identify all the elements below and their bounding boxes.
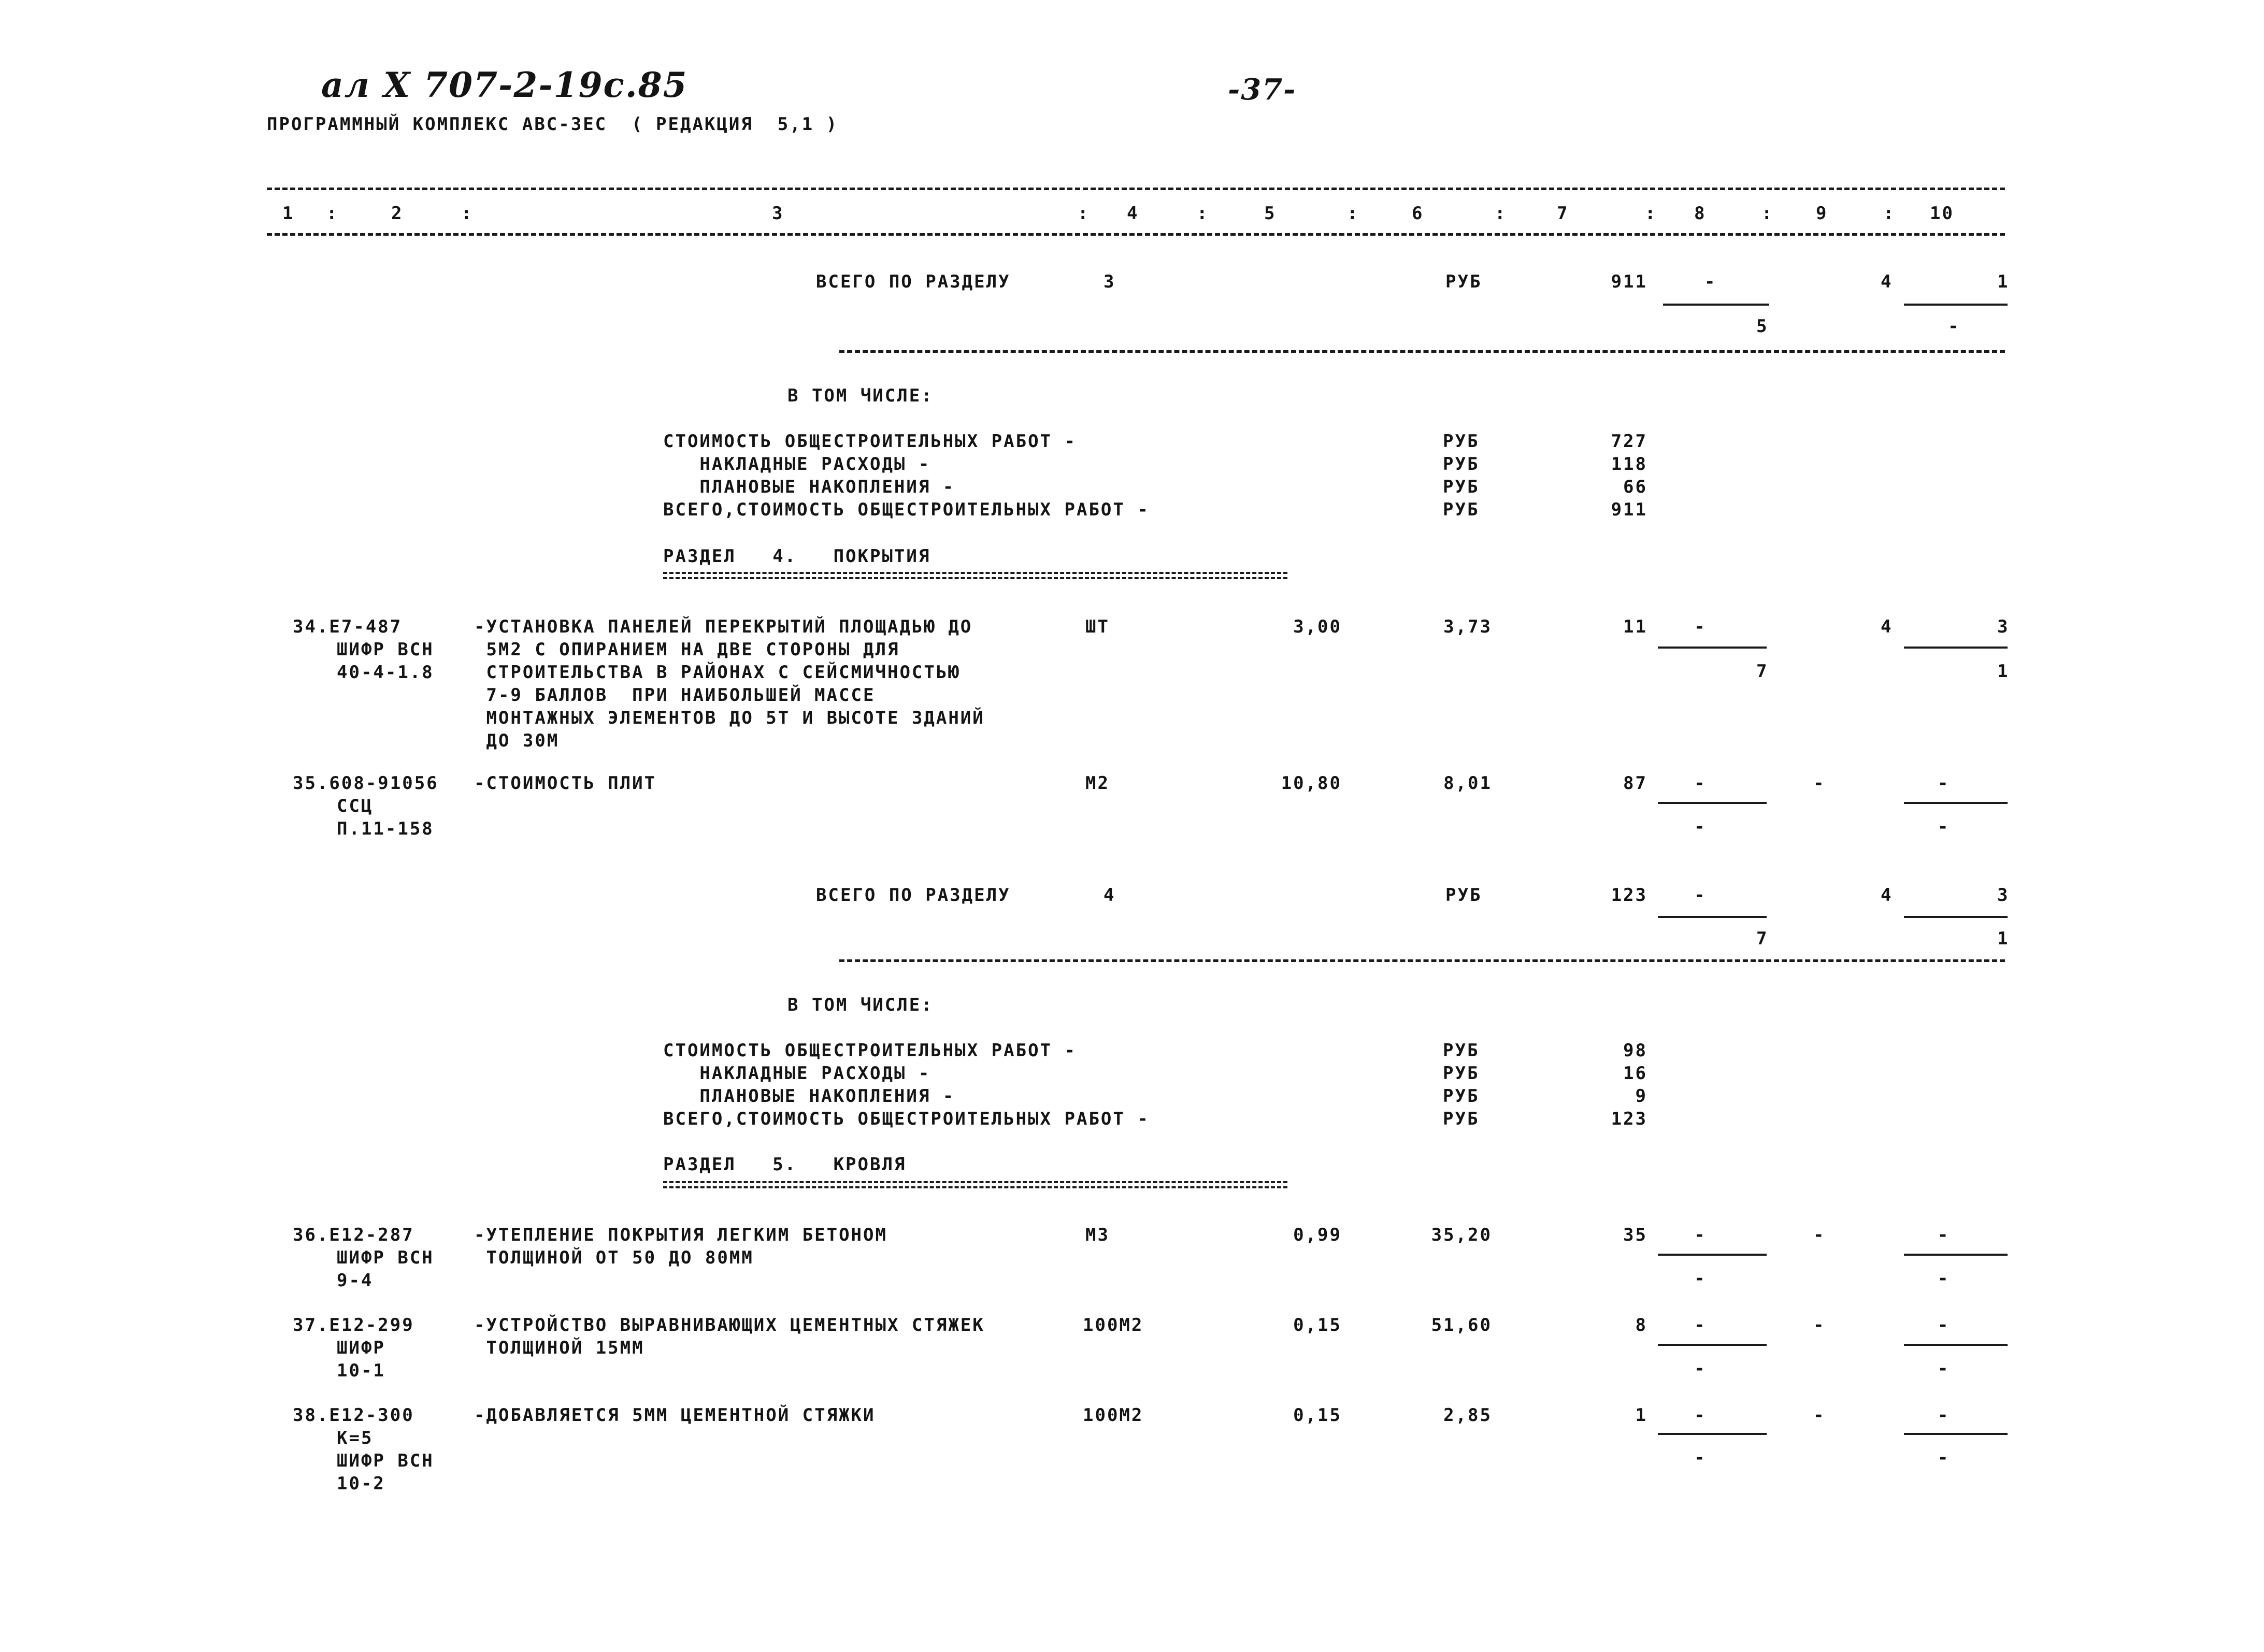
- item-col8-top: -: [1694, 773, 1707, 794]
- breakdown-title: В ТОМ ЧИСЛЕ:: [787, 385, 934, 406]
- breakdown-value: 16: [1623, 1063, 1647, 1084]
- col-sep: :: [1883, 203, 1896, 224]
- item-code: ШИФР ВСН: [337, 1450, 434, 1471]
- fraction-bar: [1904, 1433, 2008, 1435]
- fraction-bar: [1904, 647, 2008, 649]
- col-sep: :: [461, 203, 474, 224]
- item-col7: 35: [1623, 1225, 1647, 1245]
- item-unit-price: 8,01: [1443, 773, 1492, 794]
- col-header-1: 1: [282, 203, 295, 224]
- item-description: ТОЛЩИНОЙ ОТ 50 ДО 80ММ: [474, 1247, 754, 1268]
- fraction-bar: [1658, 1433, 1767, 1435]
- total-label: ВСЕГО ПО РАЗДЕЛУ: [816, 885, 1011, 906]
- item-code: 10-1: [337, 1360, 385, 1381]
- item-col10-bottom: -: [1938, 1268, 1950, 1289]
- item-description: -ДОБАВЛЯЕТСЯ 5ММ ЦЕМЕНТНОЙ СТЯЖКИ: [474, 1405, 876, 1426]
- breakdown-value: 98: [1623, 1040, 1647, 1061]
- item-quantity: 10,80: [1281, 773, 1342, 794]
- item-quantity: 0,15: [1293, 1405, 1342, 1426]
- fraction-bar: [1658, 1344, 1767, 1346]
- item-description: -УТЕПЛЕНИЕ ПОКРЫТИЯ ЛЕГКИМ БЕТОНОМ: [474, 1225, 887, 1245]
- fraction-bar: [1904, 916, 2008, 918]
- section-total-rule: [839, 350, 2005, 353]
- breakdown-label: НАКЛАДНЫЕ РАСХОДЫ -: [663, 1063, 931, 1084]
- section-title-double-rule: [663, 1181, 1287, 1188]
- col-header-10: 10: [1930, 203, 1954, 224]
- breakdown-unit: РУБ: [1443, 477, 1480, 497]
- item-quantity: 0,15: [1293, 1315, 1342, 1335]
- total-col10-top: 3: [1997, 885, 2010, 906]
- total-section-number: 3: [1104, 271, 1116, 292]
- item-col10-bottom: 1: [1997, 661, 2010, 682]
- item-code: ШИФР ВСН: [337, 1247, 434, 1268]
- total-section-number: 4: [1104, 885, 1116, 906]
- total-col8-bottom: 5: [1756, 316, 1769, 337]
- breakdown-label: ВСЕГО,СТОИМОСТЬ ОБЩЕСТРОИТЕЛЬНЫХ РАБОТ -: [663, 1109, 1150, 1129]
- item-unit: 100М2: [1083, 1405, 1144, 1426]
- table-top-rule: [267, 188, 2005, 190]
- item-col10-top: -: [1938, 1315, 1950, 1335]
- total-col8-top: -: [1704, 271, 1717, 292]
- breakdown-label: НАКЛАДНЫЕ РАСХОДЫ -: [663, 454, 931, 475]
- fraction-bar: [1904, 1254, 2008, 1256]
- item-unit-price: 3,73: [1443, 616, 1492, 637]
- col-header-2: 2: [391, 203, 404, 224]
- item-description: 5М2 С ОПИРАНИЕМ НА ДВЕ СТОРОНЫ ДЛЯ: [474, 639, 900, 660]
- item-code: 35.608-91056: [293, 773, 439, 794]
- handwritten-document-code: ал X 707-2-19с.85: [321, 65, 688, 105]
- program-title: ПРОГРАММНЫЙ КОМПЛЕКС АВС-ЗЕС ( РЕДАКЦИЯ 5,1 ): [267, 114, 839, 135]
- item-description: -СТОИМОСТЬ ПЛИТ: [474, 773, 657, 794]
- item-quantity: 3,00: [1293, 616, 1342, 637]
- total-col8-bottom: 7: [1756, 928, 1769, 949]
- item-col9: -: [1813, 1315, 1826, 1335]
- item-unit-price: 2,85: [1443, 1405, 1492, 1426]
- item-col10-bottom: -: [1938, 1358, 1950, 1379]
- breakdown-label: СТОИМОСТЬ ОБЩЕСТРОИТЕЛЬНЫХ РАБОТ -: [663, 1040, 1077, 1061]
- item-unit: 100М2: [1083, 1315, 1144, 1335]
- col-header-3: 3: [772, 203, 784, 224]
- fraction-bar: [1904, 304, 2008, 306]
- item-description: -УСТРОЙСТВО ВЫРАВНИВАЮЩИХ ЦЕМЕНТНЫХ СТЯЖЕК: [474, 1315, 985, 1335]
- item-description: ДО 30М: [474, 730, 560, 751]
- item-unit: М3: [1085, 1225, 1110, 1245]
- col-sep: :: [1495, 203, 1507, 224]
- item-col10-top: -: [1938, 1225, 1950, 1245]
- item-col9: -: [1813, 1405, 1826, 1426]
- item-col9: -: [1813, 773, 1826, 794]
- breakdown-unit: РУБ: [1443, 1040, 1480, 1061]
- breakdown-title: В ТОМ ЧИСЛЕ:: [787, 995, 934, 1015]
- item-col9: 4: [1881, 616, 1893, 637]
- item-col8-top: -: [1694, 1225, 1707, 1245]
- total-col10-bottom: -: [1948, 316, 1960, 337]
- breakdown-value: 123: [1611, 1109, 1647, 1129]
- item-col8-top: -: [1694, 616, 1707, 637]
- breakdown-label: ПЛАНОВЫЕ НАКОПЛЕНИЯ -: [663, 1086, 955, 1107]
- item-unit: М2: [1085, 773, 1110, 794]
- page-number: -37-: [1228, 73, 1297, 107]
- item-col7: 11: [1623, 616, 1647, 637]
- breakdown-unit: РУБ: [1443, 1086, 1480, 1107]
- fraction-bar: [1904, 802, 2008, 804]
- breakdown-value: 66: [1623, 477, 1647, 497]
- item-col8-bottom: -: [1694, 816, 1707, 837]
- total-unit: РУБ: [1445, 271, 1482, 292]
- item-code: ШИФР: [337, 1338, 385, 1358]
- breakdown-unit: РУБ: [1443, 499, 1480, 520]
- col-header-4: 4: [1127, 203, 1139, 224]
- item-unit-price: 35,20: [1431, 1225, 1492, 1245]
- col-header-5: 5: [1264, 203, 1277, 224]
- total-col7: 123: [1611, 885, 1647, 906]
- section-title: РАЗДЕЛ 4. ПОКРЫТИЯ: [663, 546, 931, 567]
- col-header-9: 9: [1816, 203, 1828, 224]
- item-unit-price: 51,60: [1431, 1315, 1492, 1335]
- total-col10-top: 1: [1997, 271, 2010, 292]
- item-col10-bottom: -: [1938, 816, 1950, 837]
- item-col7: 1: [1635, 1405, 1647, 1426]
- col-header-6: 6: [1412, 203, 1424, 224]
- item-col9: -: [1813, 1225, 1826, 1245]
- item-col8-top: -: [1694, 1315, 1707, 1335]
- col-sep: :: [1078, 203, 1090, 224]
- item-description: МОНТАЖНЫХ ЭЛЕМЕНТОВ ДО 5Т И ВЫСОТЕ ЗДАНИЙ: [474, 708, 985, 728]
- breakdown-value: 727: [1611, 431, 1647, 452]
- item-col8-bottom: -: [1694, 1447, 1707, 1468]
- col-sep: :: [1645, 203, 1657, 224]
- col-sep: :: [1761, 203, 1774, 224]
- fraction-bar: [1658, 647, 1767, 649]
- item-col7: 87: [1623, 773, 1647, 794]
- item-code: 38.Е12-300: [293, 1405, 414, 1426]
- fraction-bar: [1658, 1254, 1767, 1256]
- item-col8-bottom: -: [1694, 1358, 1707, 1379]
- item-col8-bottom: -: [1694, 1268, 1707, 1289]
- col-sep: :: [1347, 203, 1359, 224]
- item-description: 7-9 БАЛЛОВ ПРИ НАИБОЛЬШЕЙ МАССЕ: [474, 685, 876, 706]
- item-col10-top: -: [1938, 1405, 1950, 1426]
- fraction-bar: [1663, 304, 1769, 306]
- item-code: ССЦ: [337, 796, 374, 816]
- total-col10-bottom: 1: [1997, 928, 2010, 949]
- total-col9: 4: [1881, 885, 1893, 906]
- item-col7: 8: [1635, 1315, 1647, 1335]
- fraction-bar: [1658, 802, 1767, 804]
- item-code: П.11-158: [337, 818, 434, 839]
- col-sep: :: [326, 203, 339, 224]
- item-col8-bottom: 7: [1756, 661, 1769, 682]
- section-total-rule: [839, 959, 2005, 962]
- fraction-bar: [1904, 1344, 2008, 1346]
- breakdown-label: ПЛАНОВЫЕ НАКОПЛЕНИЯ -: [663, 477, 955, 497]
- total-col8-top: -: [1694, 885, 1707, 906]
- col-sep: :: [1197, 203, 1209, 224]
- total-col7: 911: [1611, 271, 1647, 292]
- breakdown-value: 118: [1611, 454, 1647, 475]
- section-title-double-rule: [663, 572, 1287, 579]
- item-code: 9-4: [337, 1270, 374, 1291]
- item-description: -УСТАНОВКА ПАНЕЛЕЙ ПЕРЕКРЫТИЙ ПЛОЩАДЬЮ ДО: [474, 616, 973, 637]
- fraction-bar: [1658, 916, 1767, 918]
- table-header-rule: [267, 233, 2005, 236]
- col-header-7: 7: [1557, 203, 1569, 224]
- total-label: ВСЕГО ПО РАЗДЕЛУ: [816, 271, 1011, 292]
- item-code: 40-4-1.8: [337, 662, 434, 683]
- breakdown-unit: РУБ: [1443, 1063, 1480, 1084]
- item-code: 36.Е12-287: [293, 1225, 414, 1245]
- col-header-8: 8: [1694, 203, 1707, 224]
- total-col9: 4: [1881, 271, 1893, 292]
- item-quantity: 0,99: [1293, 1225, 1342, 1245]
- item-code: 34.Е7-487: [293, 616, 403, 637]
- item-code: ШИФР ВСН: [337, 639, 434, 660]
- breakdown-unit: РУБ: [1443, 454, 1480, 475]
- breakdown-unit: РУБ: [1443, 431, 1480, 452]
- item-code: К=5: [337, 1428, 374, 1448]
- section-title: РАЗДЕЛ 5. КРОВЛЯ: [663, 1154, 907, 1175]
- item-col8-top: -: [1694, 1405, 1707, 1426]
- breakdown-label: ВСЕГО,СТОИМОСТЬ ОБЩЕСТРОИТЕЛЬНЫХ РАБОТ -: [663, 499, 1150, 520]
- breakdown-value: 9: [1635, 1086, 1647, 1107]
- item-description: ТОЛЩИНОЙ 15ММ: [474, 1338, 644, 1358]
- item-code: 37.Е12-299: [293, 1315, 414, 1335]
- item-col10-bottom: -: [1938, 1447, 1950, 1468]
- item-col10-top: 3: [1997, 616, 2010, 637]
- breakdown-label: СТОИМОСТЬ ОБЩЕСТРОИТЕЛЬНЫХ РАБОТ -: [663, 431, 1077, 452]
- item-code: 10-2: [337, 1473, 385, 1494]
- total-unit: РУБ: [1445, 885, 1482, 906]
- item-unit: ШТ: [1085, 616, 1110, 637]
- breakdown-value: 911: [1611, 499, 1647, 520]
- breakdown-unit: РУБ: [1443, 1109, 1480, 1129]
- item-description: СТРОИТЕЛЬСТВА В РАЙОНАХ С СЕЙСМИЧНОСТЬЮ: [474, 662, 961, 683]
- item-col10-top: -: [1938, 773, 1950, 794]
